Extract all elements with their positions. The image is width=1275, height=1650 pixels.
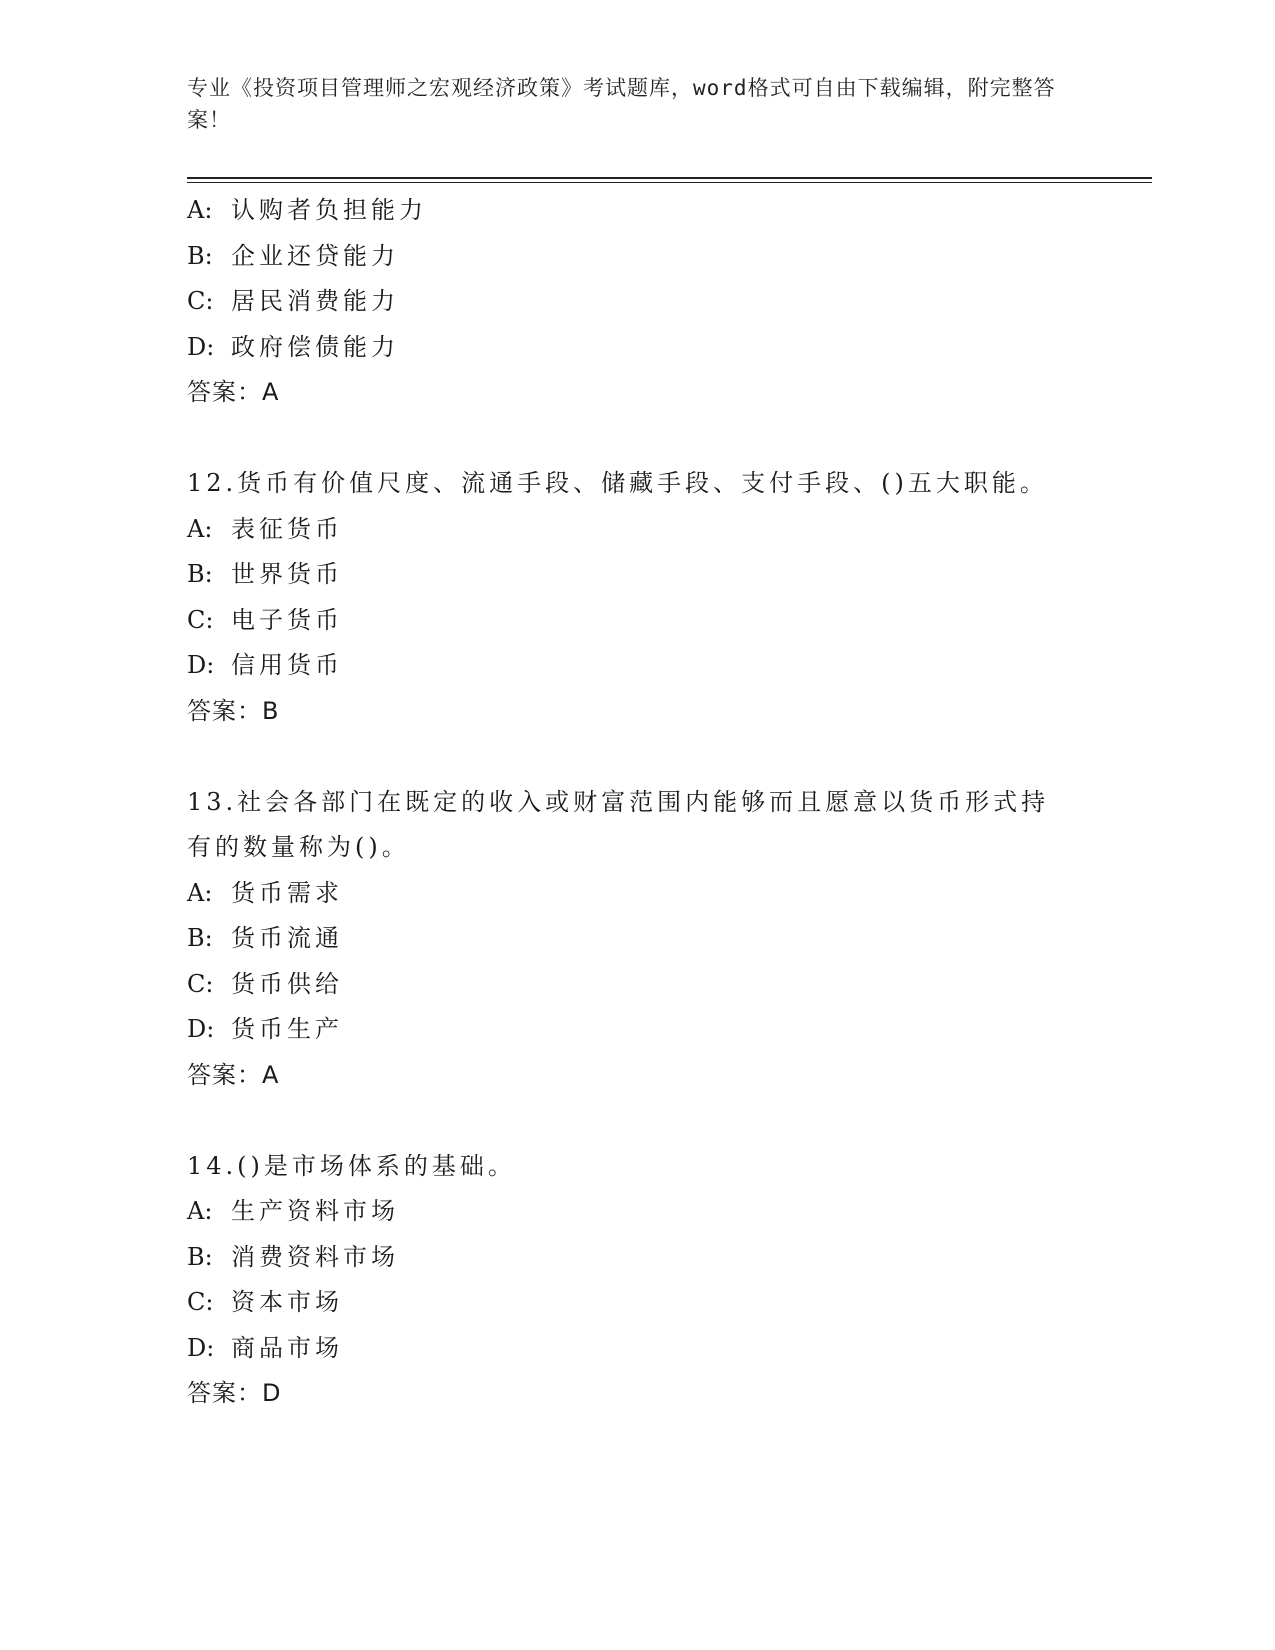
option-text: 世界货币: [231, 560, 343, 588]
option-label: D:: [187, 651, 215, 679]
option-text: 认购者负担能力: [231, 196, 427, 224]
option-d: [187, 643, 1087, 689]
option-label: B:: [187, 1242, 213, 1271]
option-text: 居民消费能力: [231, 287, 399, 315]
option-label: D:: [187, 1015, 215, 1043]
option-c: [187, 598, 1087, 644]
question-block-14: [187, 1144, 1087, 1417]
question-12-text: 12.货币有价值尺度、流通手段、储藏手段、支付手段、()五大职能。: [187, 469, 1048, 497]
header-divider-thick: [187, 177, 1152, 179]
question-list: [187, 188, 1087, 1417]
option-label: A:: [187, 514, 213, 543]
option-label: B:: [187, 560, 213, 588]
option-a: [187, 188, 1087, 234]
question-text: [187, 780, 1087, 871]
option-d: [187, 325, 1087, 371]
option-text: 表征货币: [231, 514, 343, 543]
answer-line: 答案：D: [187, 1379, 282, 1407]
option-c: [187, 279, 1087, 325]
option-label: B:: [187, 241, 213, 270]
option-text: 货币生产: [231, 1015, 343, 1043]
option-d: [187, 1007, 1087, 1053]
option-text: 货币供给: [231, 969, 343, 998]
option-label: D:: [187, 332, 215, 361]
spacer: [187, 734, 1087, 780]
option-text: 商品市场: [231, 1333, 343, 1362]
document-header: 专业《投资项目管理师之宏观经济政策》考试题库，word格式可自由下载编辑，附完整答案！: [187, 76, 1056, 132]
option-text: 生产资料市场: [231, 1197, 399, 1225]
option-label: A:: [187, 196, 213, 224]
option-d: [187, 1326, 1087, 1372]
option-label: C:: [187, 287, 214, 315]
spacer: [187, 1098, 1087, 1144]
option-label: C:: [187, 605, 214, 634]
spacer: [187, 416, 1087, 462]
option-text: 消费资料市场: [231, 1242, 399, 1271]
option-label: C:: [187, 1288, 214, 1316]
option-c: [187, 1280, 1087, 1326]
option-label: B:: [187, 924, 213, 952]
option-text: 资本市场: [231, 1288, 343, 1316]
question-block-11: [187, 188, 1087, 416]
answer-line: 答案：A: [187, 1060, 280, 1089]
header-divider-thin: [187, 182, 1152, 183]
question-block-13: [187, 780, 1087, 1099]
option-b: [187, 916, 1087, 962]
option-text: 货币需求: [231, 878, 343, 907]
option-a: [187, 871, 1087, 917]
option-text: 货币流通: [231, 924, 343, 952]
answer-line: 答案：A: [187, 378, 280, 406]
option-label: A:: [187, 878, 213, 907]
question-block-12: [187, 461, 1087, 734]
question-14-text: 14.()是市场体系的基础。: [187, 1151, 516, 1180]
option-label: D:: [187, 1333, 215, 1362]
question-13-text: 13.社会各部门在既定的收入或财富范围内能够而且愿意以货币形式持有的数量称为()。: [187, 787, 1050, 861]
question-text: [187, 461, 1087, 507]
answer-line: 答案：B: [187, 696, 280, 725]
option-b: [187, 234, 1087, 280]
option-a: [187, 507, 1087, 553]
question-text: [187, 1144, 1087, 1190]
option-label: C:: [187, 969, 214, 998]
option-label: A:: [187, 1197, 213, 1225]
option-b: [187, 552, 1087, 598]
option-text: 政府偿债能力: [231, 332, 399, 361]
option-text: 信用货币: [231, 651, 343, 679]
option-text: 电子货币: [231, 605, 343, 634]
option-c: [187, 962, 1087, 1008]
option-text: 企业还贷能力: [231, 241, 399, 270]
option-b: [187, 1235, 1087, 1281]
option-a: [187, 1189, 1087, 1235]
